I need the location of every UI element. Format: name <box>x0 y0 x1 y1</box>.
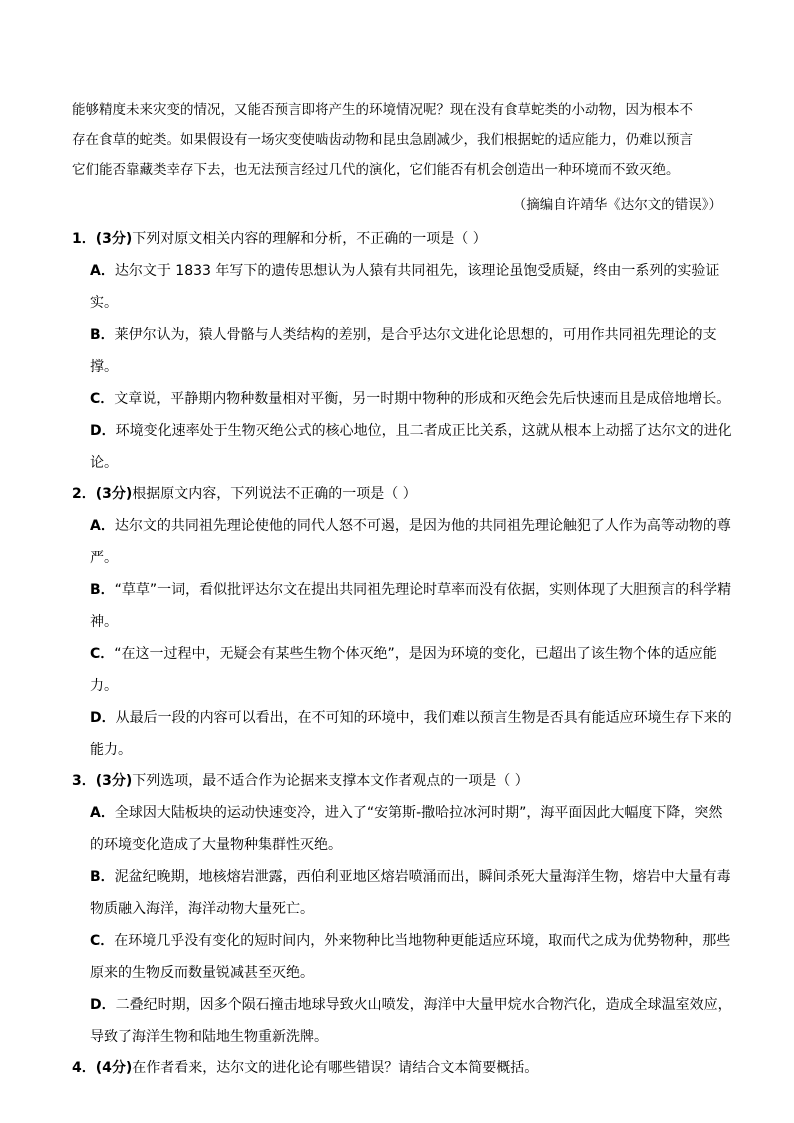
option-a: A．达尔文于 1833 年写下的遗传思想认为人猿有共同祖先，该理论虽饱受质疑，终由一系列的实验证实。 <box>90 263 720 311</box>
question-score: (3分) <box>95 773 133 789</box>
option-c: C．“在这一过程中，无疑会有某些生物个体灭绝”，是因为环境的变化，已超出了该生物个体的适应能力。 <box>90 646 717 694</box>
question-4 <box>72 1053 734 1084</box>
option-b: B．泥盆纪晚期，地核熔岩泄露，西伯利亚地区熔岩喷涌而出，瞬间杀死大量海洋生物，熔岩中大量有毒物质融入海洋，海洋动物大量死亡。 <box>90 869 731 917</box>
option-a: A．达尔文的共同祖先理论使他的同代人怒不可遏，是因为他的共同祖先理论触犯了人作为高等动物的尊严。 <box>90 518 731 566</box>
passage-line: 存在食草的蛇类。如果假设有一场灾变使啮齿动物和昆虫急剧减少，我们根据蛇的适应能力，仍难以预言 <box>72 132 693 148</box>
question-2 <box>72 479 734 766</box>
option-b: B．莱伊尔认为，猿人骨骼与人类结构的差别，是合乎达尔文进化论思想的，可用作共同祖先理论的支撑。 <box>90 327 717 375</box>
option-d: D．环境变化速率处于生物灭绝公式的核心地位，且二者成正比关系，这就从根本上动摇了达尔文的进化论。 <box>90 423 732 471</box>
question-text: 下列选项，最不适合作为论据来支撑本文作者观点的一项是（ ） <box>132 773 529 789</box>
question-1 <box>72 224 734 479</box>
passage-excerpt <box>72 95 722 185</box>
passage-source: （摘编自许靖华《达尔文的错误》） <box>512 197 722 213</box>
option-d: D．二叠纪时期，因多个陨石撞击地球导致火山喷发，海洋中大量甲烷水合物汽化，造成全球温室效应，导致了海洋生物和陆地生物重新洗牌。 <box>90 997 732 1045</box>
question-text: 在作者看来，达尔文的进化论有哪些错误？请结合文本简要概括。 <box>132 1060 539 1076</box>
option-d: D．从最后一段的内容可以看出，在不可知的环境中，我们难以预言生物是否具有能适应环境生存下来的能力。 <box>90 710 732 758</box>
option-a: A．全球因大陆板块的运动快速变冷，进入了“安第斯-撒哈拉冰河时期”，海平面因此大幅度下降，突然的环境变化造成了大量物种集群性灭绝。 <box>90 805 723 853</box>
question-number: 1． <box>72 231 96 247</box>
question-text: 根据原文内容，下列说法不正确的一项是（ ） <box>132 486 417 502</box>
passage-line: 它们能否靠藏类幸存下去，也无法预言经过几代的演化，它们能否有机会创造出一种环境而不致灭绝。 <box>72 162 680 178</box>
option-c: C．文章说，平静期内物种数量相对平衡，另一时期中物种的形成和灭绝会先后快速而且是成倍地增长。 <box>90 391 731 407</box>
question-stem <box>72 224 734 255</box>
question-number: 4． <box>72 1060 96 1076</box>
question-stem <box>72 479 734 510</box>
question-score: (3分) <box>95 231 133 247</box>
question-number: 2． <box>72 486 96 502</box>
question-score: (3分) <box>95 486 133 502</box>
passage-line: 能够精度未来灾变的情况，又能否预言即将产生的环境情况呢？现在没有食草蛇类的小动物，因为根本不 <box>72 102 693 118</box>
option-c: C．在环境几乎没有变化的短时间内，外来物种比当地物种更能适应环境，取而代之成为优势物种，那些原来的生物反而数量锐减甚至灭绝。 <box>90 933 731 981</box>
question-number: 3． <box>72 773 96 789</box>
question-stem <box>72 766 734 797</box>
option-b: B．“草草”一词，看似批评达尔文在提出共同祖先理论时草率而没有依据，实则体现了大胆预言的科学精神。 <box>90 582 732 630</box>
question-score: (4分) <box>95 1060 133 1076</box>
question-list <box>72 224 734 1084</box>
question-3 <box>72 766 734 1053</box>
question-stem <box>72 1053 734 1084</box>
question-text: 下列对原文相关内容的理解和分析，不正确的一项是（ ） <box>132 231 487 247</box>
